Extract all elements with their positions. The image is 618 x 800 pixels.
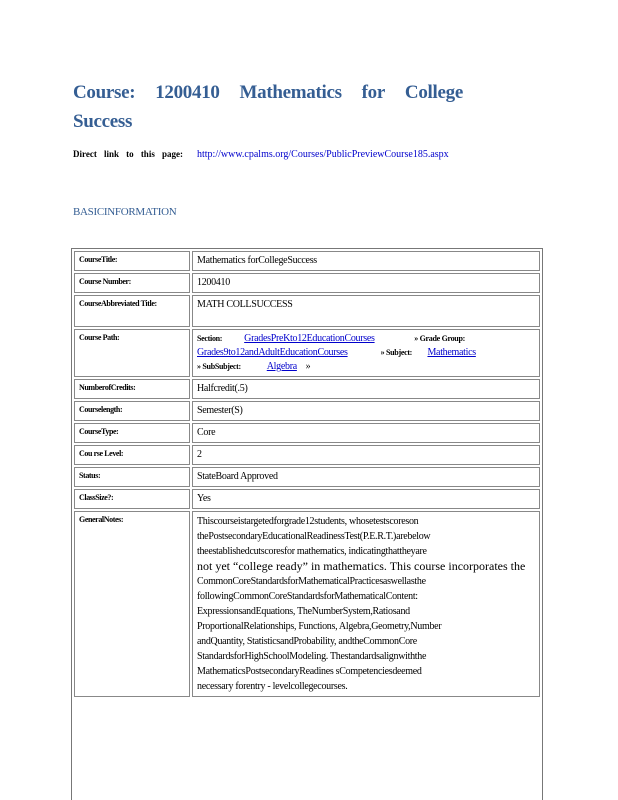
title-word: for bbox=[361, 82, 386, 103]
table-row bbox=[74, 251, 540, 271]
grade-label: » Grade Group: bbox=[414, 334, 465, 343]
row-value: Semester(S) bbox=[192, 401, 540, 421]
table-row bbox=[74, 401, 540, 421]
notes-line: thePostsecondaryEducationalReadinessTest(P.E.R.T.)arebelow bbox=[197, 531, 431, 542]
course-title-line1 bbox=[73, 78, 463, 107]
row-key: CourseType: bbox=[74, 423, 190, 443]
row-value: Halfcredit(.5) bbox=[192, 379, 540, 399]
subject-link[interactable]: Mathematics bbox=[427, 347, 476, 358]
table-row bbox=[74, 329, 540, 377]
row-value: StateBoard Approved bbox=[192, 467, 540, 487]
table-row bbox=[74, 511, 540, 697]
direct-link-label bbox=[73, 149, 183, 159]
title-word: Mathematics bbox=[239, 82, 342, 103]
label-word: link bbox=[103, 149, 119, 159]
notes-line: not yet “college ready” in mathematics. This course incorporates the bbox=[197, 559, 526, 573]
title-word: 1200410 bbox=[155, 82, 220, 103]
section-label: Section: bbox=[197, 334, 223, 343]
general-notes-value bbox=[192, 511, 540, 697]
basic-info-table bbox=[71, 248, 543, 800]
subject-label: » Subject: bbox=[380, 348, 413, 357]
notes-line: andQuantity, StatisticsandProbability, andtheCommonCore bbox=[197, 636, 417, 647]
row-key: ClassSize?: bbox=[74, 489, 190, 509]
row-key: Course Number: bbox=[74, 273, 190, 293]
notes-line: Thiscourseistargetedforgrade12students, whosetestscoreson bbox=[197, 516, 419, 527]
title-word: Course: bbox=[73, 82, 136, 103]
row-key: Courselength: bbox=[74, 401, 190, 421]
table-row bbox=[74, 445, 540, 465]
subsubject-label: » SubSubject: bbox=[197, 362, 241, 371]
row-key: GeneralNotes: bbox=[74, 511, 190, 697]
row-value: 1200410 bbox=[192, 273, 540, 293]
notes-line: ProportionalRelationships, Functions, Algebra,Geometry,Number bbox=[197, 621, 442, 632]
course-title-line2: Success bbox=[73, 111, 133, 132]
row-key: Course Path: bbox=[74, 329, 190, 377]
notes-line: MathematicsPostsecondaryReadines sCompetenciesdeemed bbox=[197, 666, 422, 677]
course-path-value bbox=[192, 329, 540, 377]
title-word: College bbox=[404, 82, 463, 103]
notes-line: followingCommonCoreStandardsforMathematicalContent: bbox=[197, 591, 418, 602]
row-key: Status: bbox=[74, 467, 190, 487]
table-row bbox=[74, 379, 540, 399]
label-word: this bbox=[140, 149, 155, 159]
row-value: MATH COLLSUCCESS bbox=[192, 295, 540, 327]
row-key: CourseAbbreviated Title: bbox=[74, 295, 190, 327]
notes-line: theestablishedcutscoresfor mathematics, indicatingthattheyare bbox=[197, 546, 427, 557]
path-tail: » bbox=[305, 361, 311, 372]
table-row bbox=[74, 467, 540, 487]
section-link[interactable]: GradesPreKto12EducationCourses bbox=[244, 333, 375, 344]
table-row bbox=[74, 273, 540, 293]
row-value: Core bbox=[192, 423, 540, 443]
row-key: NumberofCredits: bbox=[74, 379, 190, 399]
subsubject-link[interactable]: Algebra bbox=[266, 361, 297, 372]
section-heading: BASICINFORMATION bbox=[73, 206, 177, 218]
notes-line: ExpressionsandEquations, TheNumberSystem,Ratiosand bbox=[197, 606, 410, 617]
label-word: to bbox=[126, 149, 134, 159]
row-value: 2 bbox=[192, 445, 540, 465]
table-row bbox=[74, 423, 540, 443]
label-word: Direct bbox=[73, 149, 97, 159]
grade-link[interactable]: Grades9to12andAdultEducationCourses bbox=[197, 347, 348, 358]
row-value: Yes bbox=[192, 489, 540, 509]
row-key: CourseTitle: bbox=[74, 251, 190, 271]
direct-link-url[interactable]: http://www.cpalms.org/Courses/PublicPreviewCourse185.aspx bbox=[197, 149, 449, 160]
notes-line: necessary forentry - levelcollegecourses. bbox=[197, 681, 348, 692]
course-title bbox=[73, 78, 473, 136]
row-value: Mathematics forCollegeSuccess bbox=[192, 251, 540, 271]
direct-link-row bbox=[73, 149, 449, 160]
notes-line: StandardsforHighSchoolModeling. Thestandardsalignwiththe bbox=[197, 651, 427, 662]
table-row bbox=[74, 295, 540, 327]
label-word: page: bbox=[161, 149, 183, 159]
table-row bbox=[74, 489, 540, 509]
row-key: Cou rse Level: bbox=[74, 445, 190, 465]
notes-line: CommonCoreStandardsforMathematicalPracticesaswellasthe bbox=[197, 576, 426, 587]
